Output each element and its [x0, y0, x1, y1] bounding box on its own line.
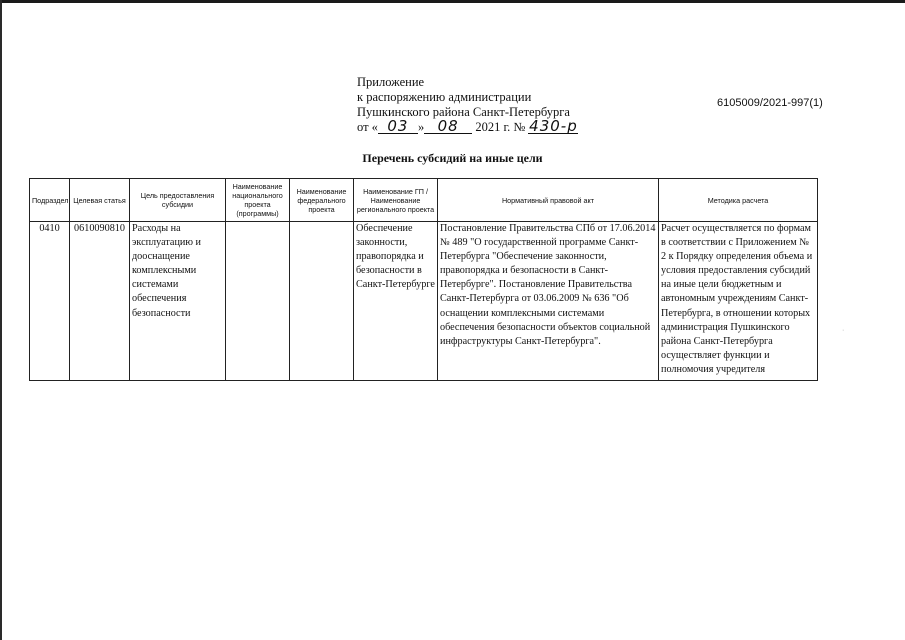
cell-act: Постановление Правительства СПб от 17.06.2014 № 489 "О государственной программе Санкт-Петербурга "Обеспечение законности, правопорядка и безопасности в Санкт-Петербурге". Постановление Правительства Санкт-Петербурга от 03.06.2009 № 636 "Об оснащении комплексными системами обеспечения безопасности объектов социальной инфраструктуры Санкт-Петербурга".	[438, 222, 659, 381]
cell-purpose: Расходы на эксплуатацию и дооснащение комплексными системами обеспечения безопасности	[130, 222, 226, 381]
col-header-method: Методика расчета	[659, 179, 818, 222]
col-header-federal-project: Наименование федерального проекта	[290, 179, 354, 222]
header-line-2: к распоряжению администрации	[357, 90, 532, 104]
date-month: 08	[424, 120, 472, 134]
col-header-act: Нормативный правовой акт	[438, 179, 659, 222]
col-header-national-project: Наименование национального проекта (программы)	[226, 179, 290, 222]
header-line-3: Пушкинского района Санкт-Петербурга	[357, 105, 570, 119]
cell-federal-project	[290, 222, 354, 381]
col-header-purpose: Цель предоставления субсидии	[130, 179, 226, 222]
table-header-row	[30, 179, 818, 222]
document-id: 6105009/2021-997(1)	[717, 97, 823, 109]
col-header-gp: Наименование ГП / Наименование регионального проекта	[354, 179, 438, 222]
date-prefix: от «	[357, 120, 378, 134]
scan-top-edge	[0, 0, 905, 3]
header-line-1: Приложение	[357, 75, 425, 89]
page-title: Перечень субсидий на иные цели	[362, 151, 543, 165]
table-row	[30, 222, 818, 381]
cell-target: 0610090810	[70, 222, 130, 381]
col-header-target: Целевая статья	[70, 179, 130, 222]
date-mid: »	[417, 120, 425, 134]
date-day: 03	[378, 120, 418, 134]
scan-left-edge	[0, 0, 2, 640]
col-header-subsection: Подраздел	[30, 179, 70, 222]
appendix-header	[357, 75, 578, 135]
scan-speck: ·	[842, 327, 845, 334]
order-number: 430-р	[529, 117, 578, 135]
cell-subsection: 0410	[30, 222, 70, 381]
subsidies-table	[29, 178, 818, 381]
date-line	[357, 117, 578, 135]
date-year: 2021 г. №	[475, 120, 526, 134]
cell-gp: Обеспечение законности, правопорядка и безопасности в Санкт-Петербурге	[354, 222, 438, 381]
cell-method: Расчет осуществляется по формам в соответствии с Приложением № 2 к Порядку определения объема и условия предоставления субсидий на иные цели бюджетным и автономным учреждениям Санкт-Петербурга, в отношении которых администрация Пушкинского района Санкт-Петербурга осуществляет функции и полномочия учредителя	[659, 222, 818, 381]
cell-national-project	[226, 222, 290, 381]
